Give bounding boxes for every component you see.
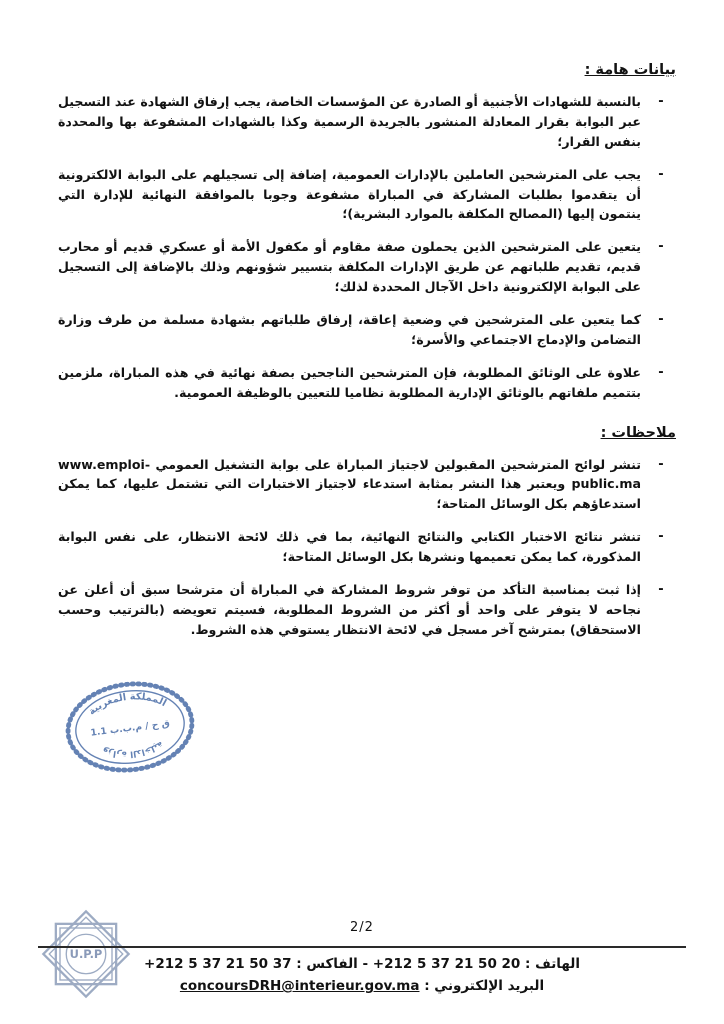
fax-number: +212 5 37 21 50 37 bbox=[144, 956, 292, 972]
bullet-dash: - bbox=[658, 312, 664, 328]
bullet-item bbox=[58, 527, 668, 567]
bullet-item bbox=[58, 455, 668, 515]
bullet-item bbox=[58, 237, 668, 297]
bullet-dash: - bbox=[658, 94, 664, 109]
footer-separator: - bbox=[362, 956, 369, 972]
email-label: البريد الإلكتروني : bbox=[424, 978, 545, 994]
bullet-item bbox=[58, 310, 668, 350]
bullet-dash: - bbox=[658, 529, 664, 545]
bullet-text-public-employees: يجب على المترشحين العاملين بالإدارات العمومية، إضافة إلى تسجيلهم على البوابة الالكترونية أن يتقدموا بطلبات المشاركة في المباراة مشفوعة وجوبا بالموافقة النهائية للإدارة التي ينتمون إليها (المصالح المكلفة بالموارد البشرية)؛ bbox=[58, 166, 641, 222]
bullet-item bbox=[58, 165, 668, 225]
section-heading-notes: ملاحظات : bbox=[600, 424, 676, 441]
bullet-text-required-documents: علاوة على الوثائق المطلوبة، فإن المترشحين الناجحين بصفة نهائية في هذه المباراة، ملزمين بتتميم ملفاتهم بالوثائق الإدارية المطلوبة نظاميا للتعيين بالوظيفة العمومية. bbox=[58, 364, 641, 400]
footer-email-line bbox=[38, 978, 686, 994]
bullet-text-replacement-rule: إذا ثبت بمناسبة التأكد من توفر شروط المشاركة في المباراة أن مترشحا سبق أن أعلن عن نجاحه لا يتوفر على واحد أو أكثر من الشروط المطلوبة، فسيتم تعويضه (بالترتيب وحسب الاستحقاق) بمترشح آخر مسجل في لائحة الانتظار يستوفي هذه الشروط. bbox=[58, 582, 641, 637]
bullet-dash: - bbox=[658, 456, 664, 472]
phone-number: +212 5 37 21 50 20 bbox=[372, 956, 521, 972]
footer-phone-fax-line bbox=[38, 956, 686, 972]
ministry-round-stamp-icon bbox=[57, 670, 204, 784]
section-heading-important-info: بيانات هامة : bbox=[584, 62, 676, 78]
bullet-item bbox=[58, 580, 668, 640]
note-text-post: ويعتبر هذا النشر بمثابة استدعاء لاجتياز الاختبارات التي تشتمل عليها، كما يمكن استدعاؤهم بكل الوسائل المتاحة؛ bbox=[58, 476, 641, 512]
email-address: concoursDRH@interieur.gov.ma bbox=[179, 978, 420, 994]
bullet-text-disability: كما يتعين على المترشحين في وضعية إعاقة، إرفاق طلباتهم بشهادة مسلمة من طرف وزارة التضامن والإدماج الاجتماعي والأسرة؛ bbox=[58, 312, 641, 347]
bullet-item bbox=[58, 363, 668, 403]
phone-label: الهاتف : bbox=[525, 956, 580, 972]
bullet-dash: - bbox=[658, 582, 664, 598]
emploi-public-url: www.emploi-public.ma bbox=[58, 456, 642, 492]
bullet-text-veterans: يتعين على المترشحين الذين يحملون صفة مقاوم أو مكفول الأمة أو عسكري قديم أو محارب قديم، تقديم طلباتهم عن طريق الإدارات المكلفة بتسيير شؤونهم وذلك بالإضافة إلى التسجيل على البوابة الإلكترونية داخل الآجال المحددة لذلك؛ bbox=[58, 239, 641, 295]
fax-label: الفاكس : bbox=[296, 956, 358, 972]
note-text-pre: تنشر لوائح المترشحين المقبولين لاجتياز المباراة على بوابة التشغيل العمومي bbox=[155, 456, 642, 472]
stamp-bottom-text: وزارة الداخلية bbox=[101, 738, 165, 759]
svg-text:وزارة الداخلية bbox=[100, 738, 165, 762]
stamp-center-text: ق ح / م.ب.ب 1.1 bbox=[89, 718, 171, 739]
bullet-dash: - bbox=[658, 166, 664, 182]
bullet-text-results-publication: تنشر نتائج الاختبار الكتابي والنتائج النهائية، بما في ذلك لائحة الانتظار، على نفس البوابة المذكورة، كما يمكن تعميمها ونشرها بكل الوسائل المتاحة؛ bbox=[58, 529, 641, 565]
star-stamp-text: U.P.P bbox=[69, 947, 103, 962]
bullet-text-candidate-lists bbox=[58, 455, 641, 515]
stamp-top-text: المملكة المغربية bbox=[86, 691, 169, 718]
bullet-item bbox=[58, 92, 668, 152]
document-footer bbox=[38, 946, 686, 1000]
page-number: 2/2 bbox=[350, 920, 374, 935]
bullet-text-foreign-diplomas: بالنسبة للشهادات الأجنبية أو الصادرة عن المؤسسات الخاصة، يجب إرفاق الشهادة عند التسجيل عبر البوابة بقرار المعادلة المنشور بالجريدة الرسمية وكذا بالشهادات المشفوعة بها والمحددة بنفس القرار؛ bbox=[58, 94, 641, 149]
bullet-dash: - bbox=[658, 364, 664, 380]
bullet-dash: - bbox=[658, 239, 664, 255]
